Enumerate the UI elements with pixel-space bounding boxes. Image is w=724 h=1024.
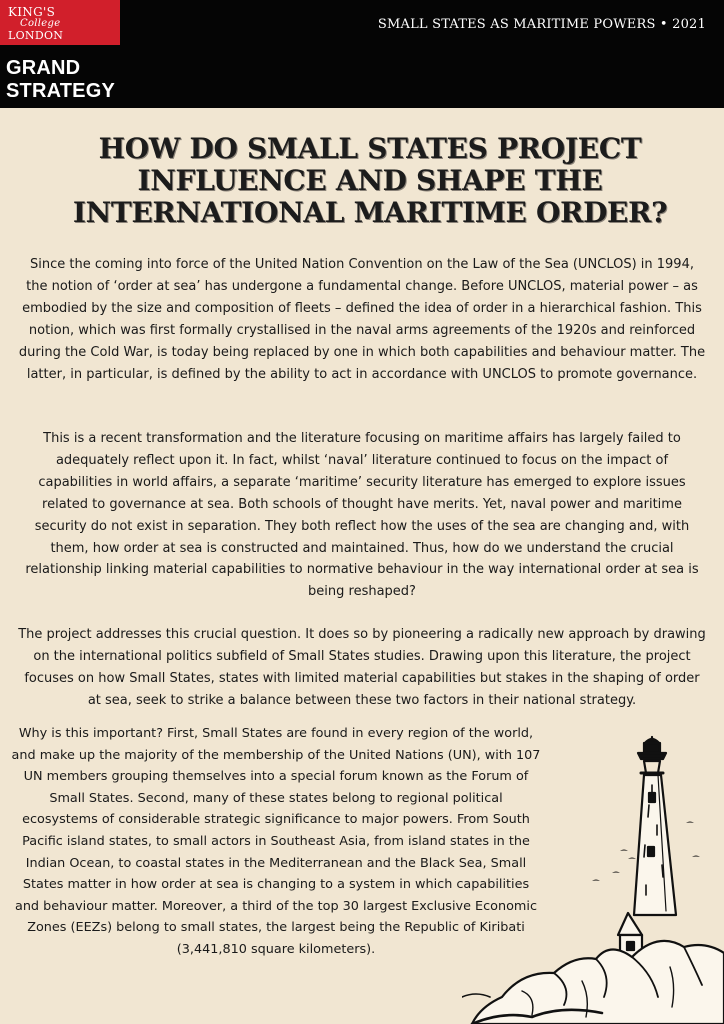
paragraph-4: Why is this important? First, Small States are found in every region of the world, and make up the majority of the membership of the United Nations (UN), with 107 UN members grouping themselves into a special forum known as the Forum of Small States. Second, many of these states belong to regional political ecosystems of considerable strategic significance to major powers. From South Pacific island states, to small actors in Southeast Asia, from island states in the Indian Ocean, to coastal states in the Mediterranean and the Black Sea, Small States matter in how order at sea is changing to a system in which capabilities and behaviour matter. Moreover, a third of the top 30 largest Exclusive Economic Zones (EEZs) belong to small states, the largest being the Republic of Kiribati (3,441,810 square kilometers). xyxy=(11,726,541,957)
brand-line-1: GRAND xyxy=(6,57,81,79)
paragraph-1: Since the coming into force of the United Nation Convention on the Law of the Sea (UNCLOS) in 1994, the notion of ‘order at sea’ has undergone a fundamental change. Before UNCLOS, material power – as embodied by the size and composition of fleets – defined the idea of order in a hierarchical fashion. This notion, which was first formally crystallised in the naval arms agreements of the 1920s and reinforced during the Cold War, is today being replaced by one in which both capabilities and behaviour matter. The latter, in particular, is defined by the ability to act in accordance with UNCLOS to promote governance. xyxy=(18,257,706,382)
brand-line-2: STRATEGY xyxy=(6,80,116,102)
paragraph-2: This is a recent transformation and the literature focusing on maritime affairs has largely failed to adequately reflect upon it. In fact, whilst ‘naval’ literature continued to focus on the impact of capabilities in world affairs, a separate ‘maritime’ security literature has emerged to explore issues related to governance at sea. Both schools of thought have merits. Yet, naval power and maritime security do not exist in separation. They both reflect how the uses of the sea are changing and, with them, how order at sea is constructed and maintained. Thus, how do we understand the crucial relationship linking material capabilities to normative behaviour in the way international order at sea is being reshaped? xyxy=(25,431,699,600)
kings-college-logo xyxy=(0,0,120,45)
series-title: SMALL STATES AS MARITIME POWERS • 2021 xyxy=(377,17,706,32)
article-title: HOW DO SMALL STATES PROJECT INFLUENCE AND SHAPE THE INTERNATIONAL MARITIME ORDER? xyxy=(72,132,668,229)
header-bar xyxy=(0,0,724,108)
logo-line-3: LONDON xyxy=(8,29,64,42)
logo-line-2: College xyxy=(20,18,61,29)
lighthouse-icon xyxy=(462,735,724,1024)
logo-line-1: KING'S xyxy=(8,5,56,19)
grand-strategy-brand xyxy=(6,57,115,103)
paragraph-3: The project addresses this crucial question. It does so by pioneering a radically new approach by drawing on the international politics subfield of Small States studies. Drawing upon this literature, the project focuses on how Small States, states with limited material capabilities but stakes in the shaping of order at sea, seek to strike a balance between these two factors in their national strategy. xyxy=(18,627,706,708)
